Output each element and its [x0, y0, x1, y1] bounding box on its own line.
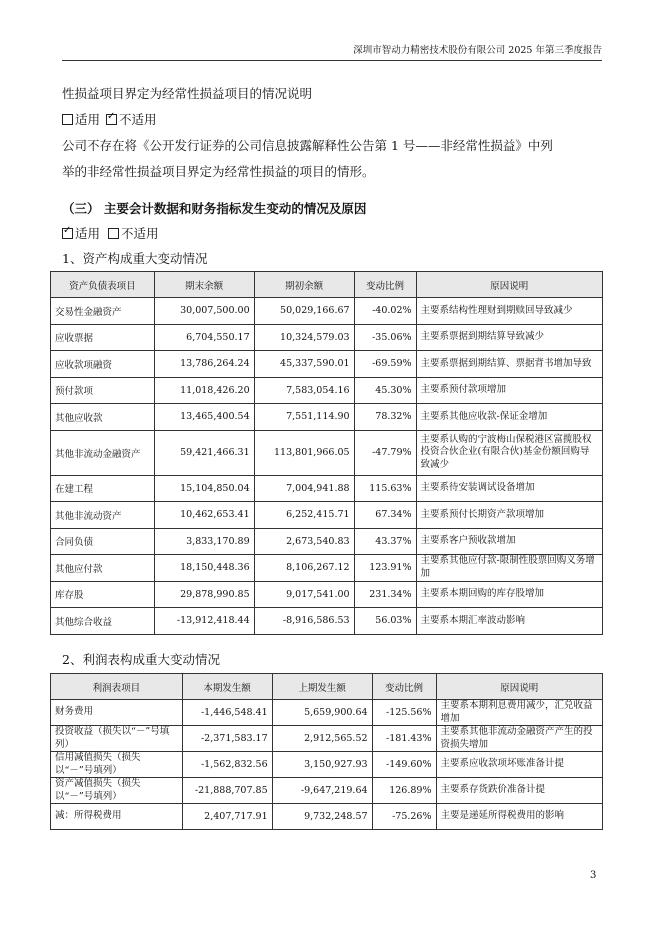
reason-cell: 主要系认购的宁波梅山保税港区富揽股权投资合伙企业(有限合伙)基金份额回购导致减少 [416, 430, 602, 475]
end-balance-cell: 3,833,170.89 [154, 528, 254, 555]
reason-cell: 主要系票据到期结算、票据背书增加导致 [416, 351, 602, 378]
end-balance-cell: 13,465,400.54 [154, 404, 254, 431]
begin-balance-cell: 7,004,941.88 [254, 475, 354, 502]
end-balance-cell: 13,786,264.24 [154, 351, 254, 378]
page-number: 3 [590, 870, 597, 881]
reason-cell: 主要系其他应付款-限制性股票回购义务增加 [416, 555, 602, 582]
reason-cell: 主要是递延所得税费用的影响 [436, 804, 603, 830]
applicability-line-2 [62, 224, 159, 242]
end-balance-cell: 29,878,990.85 [154, 581, 254, 608]
reason-cell: 主要系预付款项增加 [416, 377, 602, 404]
end-balance-cell: 59,421,466.31 [154, 430, 254, 475]
header-cell: 期末余额 [154, 272, 254, 298]
reason-cell: 主要系本期回购的库存股增加 [416, 581, 602, 608]
change-ratio-cell: -40.02% [354, 298, 416, 325]
header-title: 深圳市智动力精密技术股份有限公司 2025 年第三季度报告 [353, 45, 602, 56]
item-cell: 在建工程 [51, 475, 155, 502]
prior-amount-cell: 3,150,927.93 [272, 752, 372, 778]
item-cell: 库存股 [51, 581, 155, 608]
not-apply-label-2: 不适用 [121, 226, 159, 241]
header-cell: 本期发生额 [182, 674, 272, 700]
income-change-table [50, 673, 603, 830]
end-balance-cell: 18,150,448.36 [154, 555, 254, 582]
apply-checkbox[interactable] [62, 114, 73, 125]
table-row [51, 475, 603, 502]
table-row [51, 404, 603, 431]
change-ratio-cell: 67.34% [354, 502, 416, 529]
apply-checkbox-2[interactable] [62, 228, 73, 239]
header-cell: 原因说明 [416, 272, 602, 298]
end-balance-cell: 10,462,653.41 [154, 502, 254, 529]
table-row [51, 608, 603, 635]
apply-label: 适用 [75, 112, 101, 127]
end-balance-cell: 15,104,850.04 [154, 475, 254, 502]
end-balance-cell: -13,912,418.44 [154, 608, 254, 635]
applicability-line [62, 110, 157, 128]
reason-cell: 主要系应收款项坏账准备计提 [436, 752, 603, 778]
change-ratio-cell: -47.79% [354, 430, 416, 475]
begin-balance-cell: 50,029,166.67 [254, 298, 354, 325]
reason-cell: 主要系存货跌价准备计提 [436, 778, 603, 804]
begin-balance-cell: 7,583,054.16 [254, 377, 354, 404]
reason-cell: 主要系待安装调试设备增加 [416, 475, 602, 502]
change-ratio-cell: -149.60% [372, 752, 436, 778]
table-row [51, 324, 603, 351]
change-ratio-cell: 115.63% [354, 475, 416, 502]
item-cell: 其他应付款 [51, 555, 155, 582]
table-row [51, 555, 603, 582]
header-cell: 利润表项目 [51, 674, 183, 700]
table-row [51, 752, 603, 778]
table-row [51, 298, 603, 325]
reason-cell: 主要系结构性理财到期赎回导致减少 [416, 298, 602, 325]
table-row [51, 726, 603, 752]
not-apply-label: 不适用 [119, 112, 157, 127]
section-title-continued: 性损益项目界定为经常性损益项目的情况说明 [62, 86, 313, 101]
table-row [51, 778, 603, 804]
reason-cell: 主要系客户预收款增加 [416, 528, 602, 555]
current-amount-cell: 2,407,717.91 [182, 804, 272, 830]
begin-balance-cell: 9,017,541.00 [254, 581, 354, 608]
subsection-income-title: 2、利润表构成重大变动情况 [62, 652, 220, 667]
header-cell: 上期发生额 [272, 674, 372, 700]
change-ratio-cell: -181.43% [372, 726, 436, 752]
item-cell: 交易性金融资产 [51, 298, 155, 325]
table-row [51, 804, 603, 830]
item-cell: 应收票据 [51, 324, 155, 351]
end-balance-cell: 11,018,426.20 [154, 377, 254, 404]
not-apply-checkbox-2[interactable] [108, 228, 119, 239]
reason-cell: 主要系本期汇率波动影响 [416, 608, 602, 635]
change-ratio-cell: 45.30% [354, 377, 416, 404]
item-cell: 其他应收款 [51, 404, 155, 431]
subsection-balance-title: 1、资产构成重大变动情况 [62, 251, 208, 266]
begin-balance-cell: 113,801,966.05 [254, 430, 354, 475]
reason-cell: 主要系其他应收款-保证金增加 [416, 404, 602, 431]
item-cell: 财务费用 [51, 700, 183, 726]
change-ratio-cell: 231.34% [354, 581, 416, 608]
statement-line-2: 举的非经常性损益项目界定为经常性损益的项目的情形。 [62, 164, 375, 179]
end-balance-cell: 6,704,550.17 [154, 324, 254, 351]
end-balance-cell: 30,007,500.00 [154, 298, 254, 325]
header-cell: 资产负债表项目 [51, 272, 155, 298]
not-apply-checkbox[interactable] [106, 114, 117, 125]
reason-cell: 主要系本期利息费用减少，汇兑收益增加 [436, 700, 603, 726]
item-cell: 信用减值损失（损失以“－”号填列） [51, 752, 183, 778]
table-row [51, 700, 603, 726]
current-amount-cell: -1,446,548.41 [182, 700, 272, 726]
item-cell: 其他综合收益 [51, 608, 155, 635]
item-cell: 其他非流动资产 [51, 502, 155, 529]
header-cell: 原因说明 [436, 674, 603, 700]
begin-balance-cell: 45,337,590.01 [254, 351, 354, 378]
begin-balance-cell: 2,673,540.83 [254, 528, 354, 555]
item-cell: 预付款项 [51, 377, 155, 404]
current-amount-cell: -2,371,583.17 [182, 726, 272, 752]
table-row [51, 502, 603, 529]
table-row [51, 351, 603, 378]
table-row [51, 528, 603, 555]
table-row [51, 430, 603, 475]
begin-balance-cell: -8,916,586.53 [254, 608, 354, 635]
prior-amount-cell: -9,647,219.64 [272, 778, 372, 804]
current-amount-cell: -1,562,832.56 [182, 752, 272, 778]
change-ratio-cell: 123.91% [354, 555, 416, 582]
reason-cell: 主要系票据到期结算导致减少 [416, 324, 602, 351]
item-cell: 减：所得税费用 [51, 804, 183, 830]
reason-cell: 主要系其他非流动金融资产产生的投资损失增加 [436, 726, 603, 752]
header-cell: 变动比例 [372, 674, 436, 700]
item-cell: 资产减值损失（损失以“－”号填列） [51, 778, 183, 804]
item-cell: 应收款项融资 [51, 351, 155, 378]
item-cell: 合同负债 [51, 528, 155, 555]
prior-amount-cell: 5,659,900.64 [272, 700, 372, 726]
change-ratio-cell: -125.56% [372, 700, 436, 726]
page-header [62, 42, 602, 61]
reason-cell: 主要系预付长期资产款项增加 [416, 502, 602, 529]
begin-balance-cell: 10,324,579.03 [254, 324, 354, 351]
begin-balance-cell: 8,106,267.12 [254, 555, 354, 582]
table-header-row [51, 674, 603, 700]
change-ratio-cell: -69.59% [354, 351, 416, 378]
change-ratio-cell: 126.89% [372, 778, 436, 804]
change-ratio-cell: -35.06% [354, 324, 416, 351]
change-ratio-cell: 56.03% [354, 608, 416, 635]
prior-amount-cell: 2,912,565.52 [272, 726, 372, 752]
change-ratio-cell: 78.32% [354, 404, 416, 431]
item-cell: 投资收益（损失以“－”号填列） [51, 726, 183, 752]
change-ratio-cell: -75.26% [372, 804, 436, 830]
statement-line-1: 公司不存在将《公开发行证券的公司信息披露解释性公告第 1 号——非经常性损益》中列 [62, 138, 553, 153]
change-ratio-cell: 43.37% [354, 528, 416, 555]
item-cell: 其他非流动金融资产 [51, 430, 155, 475]
begin-balance-cell: 7,551,114.90 [254, 404, 354, 431]
table-header-row [51, 272, 603, 298]
header-cell: 期初余额 [254, 272, 354, 298]
begin-balance-cell: 6,252,415.71 [254, 502, 354, 529]
table-row [51, 377, 603, 404]
prior-amount-cell: 9,732,248.57 [272, 804, 372, 830]
apply-label-2: 适用 [75, 226, 101, 241]
current-amount-cell: -21,888,707.85 [182, 778, 272, 804]
section-heading: （三） 主要会计数据和财务指标发生变动的情况及原因 [62, 201, 367, 216]
balance-change-table [50, 271, 603, 635]
header-cell: 变动比例 [354, 272, 416, 298]
table-row [51, 581, 603, 608]
